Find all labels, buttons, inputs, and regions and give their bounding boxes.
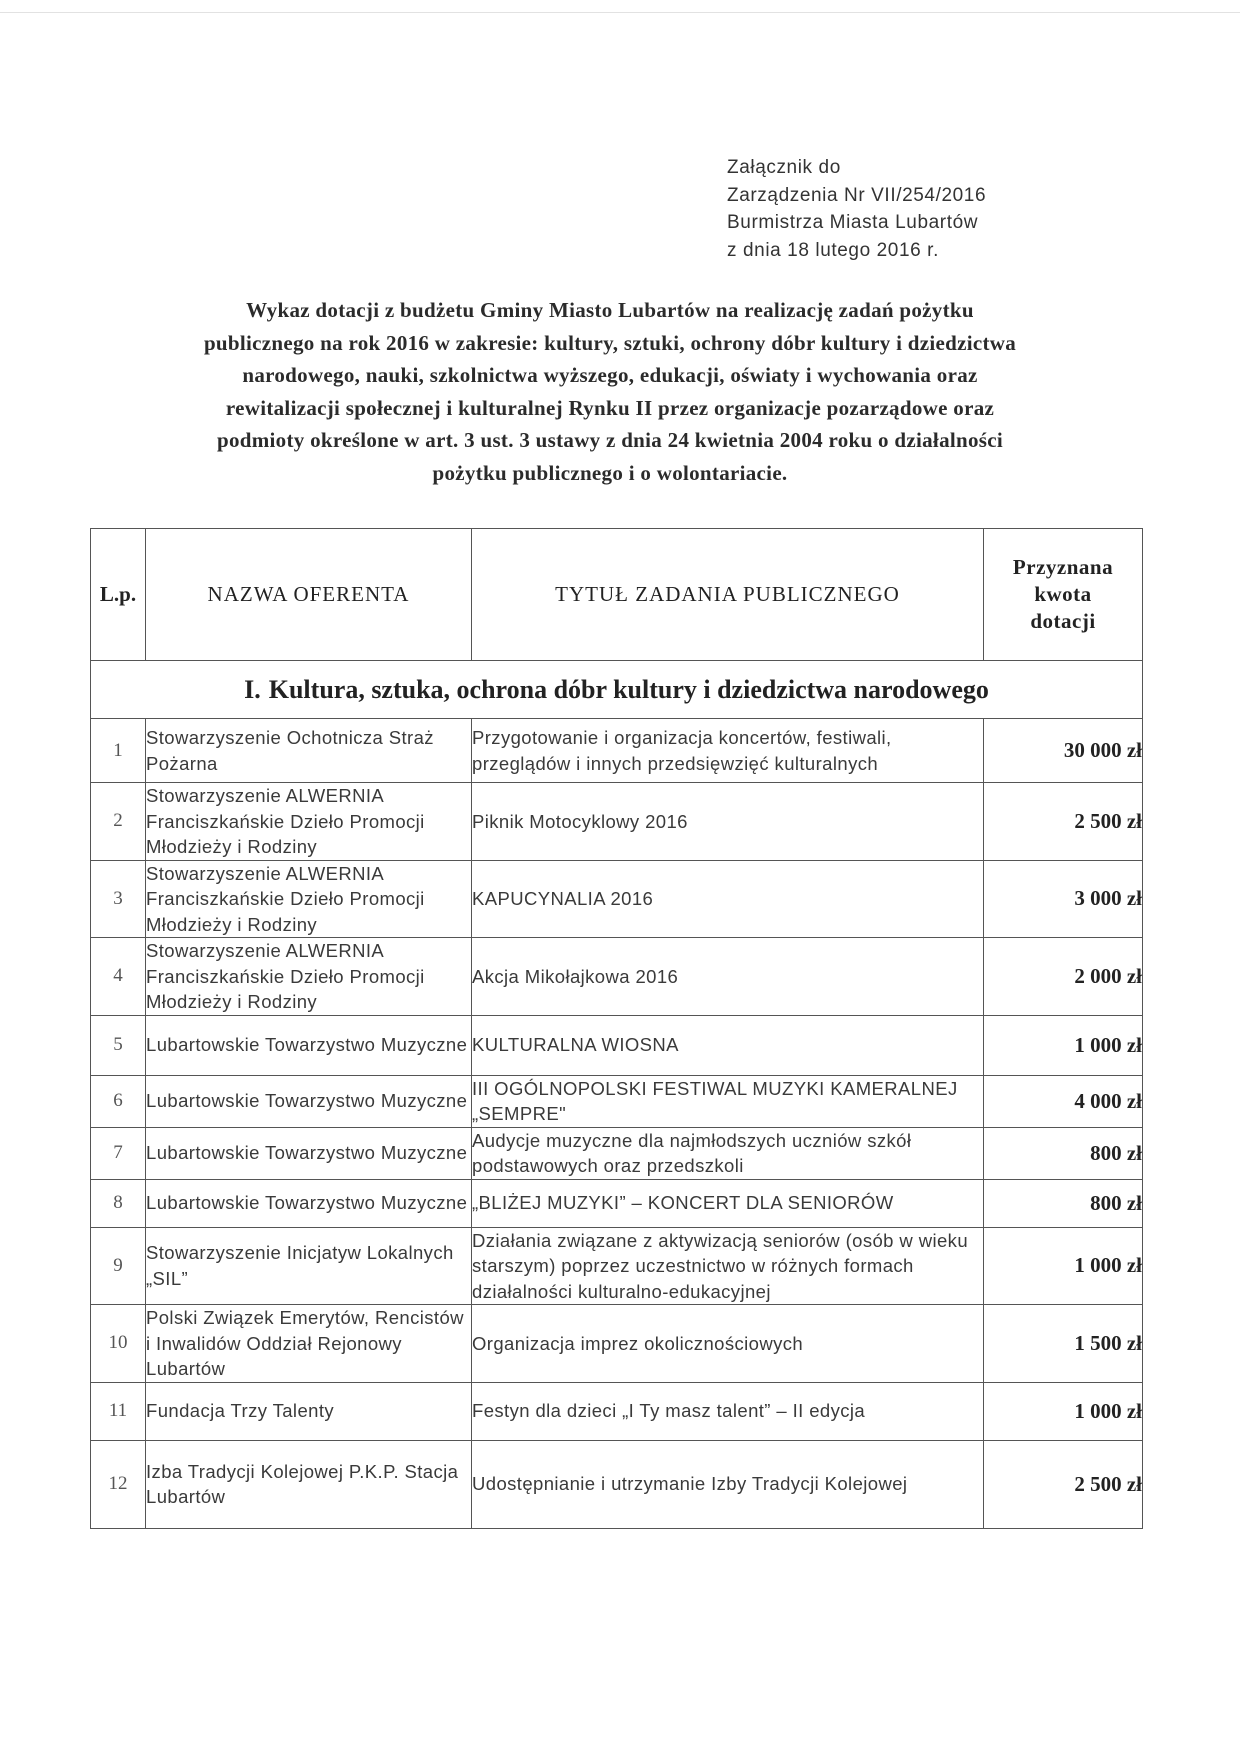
- row-grant-amount: 4 000 zł: [984, 1075, 1143, 1127]
- scan-top-edge-line: [0, 12, 1240, 13]
- row-task-title: KULTURALNA WIOSNA: [472, 1015, 984, 1075]
- title-line: Wykaz dotacji z budżetu Gminy Miasto Lubartów na realizację zadań pożytku: [246, 298, 974, 322]
- row-task-title: Festyn dla dzieci „I Ty masz talent” – II edycja: [472, 1382, 984, 1440]
- title-line: publicznego na rok 2016 w zakresie: kultury, sztuki, ochrony dóbr kultury i dziedzictwa: [203, 330, 1017, 355]
- row-lp: 7: [91, 1127, 146, 1179]
- row-lp: 11: [91, 1382, 146, 1440]
- row-lp: 3: [91, 860, 146, 938]
- row-applicant-name: Izba Tradycji Kolejowej P.K.P. Stacja Lubartów: [146, 1440, 472, 1528]
- row-lp: 2: [91, 783, 146, 861]
- row-grant-amount: 1 000 zł: [984, 1227, 1143, 1305]
- table-row: [91, 719, 1143, 783]
- row-applicant-name: Polski Związek Emerytów, Rencistów i Inwalidów Oddział Rejonowy Lubartów: [146, 1305, 472, 1383]
- row-applicant-name: Fundacja Trzy Talenty: [146, 1382, 472, 1440]
- row-grant-amount: 3 000 zł: [984, 860, 1143, 938]
- table-row: [91, 1227, 1143, 1305]
- table-row: [91, 1127, 1143, 1179]
- row-lp: 10: [91, 1305, 146, 1383]
- title-line: pożytku publicznego i o wolontariacie.: [432, 460, 788, 485]
- annex-note-line: Zarządzenia Nr VII/254/2016: [727, 184, 987, 206]
- row-task-title: KAPUCYNALIA 2016: [472, 860, 984, 938]
- row-grant-amount: 30 000 zł: [984, 719, 1143, 783]
- table-row: [91, 860, 1143, 938]
- section-number: I.: [244, 674, 261, 704]
- row-task-title: Piknik Motocyklowy 2016: [472, 783, 984, 861]
- table-row: [91, 1440, 1143, 1528]
- section-heading: [91, 661, 1143, 719]
- column-header-title: TYTUŁ ZADANIA PUBLICZNEGO: [472, 529, 984, 661]
- row-grant-amount: 2 500 zł: [984, 783, 1143, 861]
- annex-note-line: Załącznik do: [727, 157, 841, 178]
- row-task-title: Akcja Mikołajkowa 2016: [472, 938, 984, 1016]
- section-label: Kultura, sztuka, ochrona dóbr kultury i dziedzictwa narodowego: [268, 674, 989, 704]
- row-grant-amount: 2 000 zł: [984, 938, 1143, 1016]
- row-lp: 9: [91, 1227, 146, 1305]
- row-applicant-name: Stowarzyszenie ALWERNIA Franciszkańskie Dzieło Promocji Młodzieży i Rodziny: [146, 783, 472, 861]
- table-header-row: [91, 529, 1143, 661]
- row-lp: 4: [91, 938, 146, 1016]
- row-applicant-name: Lubartowskie Towarzystwo Muzyczne: [146, 1015, 472, 1075]
- grants-table: [90, 528, 1143, 1529]
- row-task-title: Audycje muzyczne dla najmłodszych uczniów szkół podstawowych oraz przedszkoli: [472, 1127, 984, 1179]
- table-row: [91, 1015, 1143, 1075]
- title-line: rewitalizacji społecznej i kulturalnej Rynku II przez organizacje pozarządowe oraz: [225, 395, 995, 420]
- column-header-amount: [984, 529, 1143, 661]
- annex-note-line: z dnia 18 lutego 2016 r.: [727, 239, 939, 261]
- row-task-title: Udostępnianie i utrzymanie Izby Tradycji Kolejowej: [472, 1440, 984, 1528]
- column-header-amount-line: dotacji: [1030, 609, 1096, 633]
- row-applicant-name: Lubartowskie Towarzystwo Muzyczne: [146, 1127, 472, 1179]
- row-applicant-name: Stowarzyszenie ALWERNIA Franciszkańskie Dzieło Promocji Młodzieży i Rodziny: [146, 938, 472, 1016]
- table-row: [91, 938, 1143, 1016]
- row-lp: 5: [91, 1015, 146, 1075]
- column-header-amount-line: kwota: [1034, 582, 1092, 606]
- row-grant-amount: 1 000 zł: [984, 1382, 1143, 1440]
- row-lp: 6: [91, 1075, 146, 1127]
- row-grant-amount: 800 zł: [984, 1179, 1143, 1227]
- title-line: narodowego, nauki, szkolnictwa wyższego, edukacji, oświaty i wychowania oraz: [242, 363, 978, 387]
- row-applicant-name: Lubartowskie Towarzystwo Muzyczne: [146, 1179, 472, 1227]
- row-lp: 12: [91, 1440, 146, 1528]
- title-line: podmioty określone w art. 3 ust. 3 ustawy z dnia 24 kwietnia 2004 roku o działalności: [216, 428, 1004, 452]
- document-title: [140, 294, 1080, 489]
- annex-note: [727, 154, 986, 264]
- row-applicant-name: Stowarzyszenie ALWERNIA Franciszkańskie Dzieło Promocji Młodzieży i Rodziny: [146, 860, 472, 938]
- row-applicant-name: Lubartowskie Towarzystwo Muzyczne: [146, 1075, 472, 1127]
- row-applicant-name: Stowarzyszenie Ochotnicza Straż Pożarna: [146, 719, 472, 783]
- row-applicant-name: Stowarzyszenie Inicjatyw Lokalnych „SIL”: [146, 1227, 472, 1305]
- table-row: [91, 1305, 1143, 1383]
- annex-note-line: Burmistrza Miasta Lubartów: [727, 212, 979, 233]
- table-row: [91, 783, 1143, 861]
- row-task-title: III OGÓLNOPOLSKI FESTIWAL MUZYKI KAMERALNEJ „SEMPRE": [472, 1075, 984, 1127]
- row-task-title: „BLIŻEJ MUZYKI” – KONCERT DLA SENIORÓW: [472, 1179, 984, 1227]
- section-row: [91, 661, 1143, 719]
- row-lp: 8: [91, 1179, 146, 1227]
- column-header-lp: L.p.: [91, 529, 146, 661]
- column-header-amount-line: Przyznana: [1012, 555, 1114, 579]
- table-row: [91, 1382, 1143, 1440]
- row-grant-amount: 1 000 zł: [984, 1015, 1143, 1075]
- column-header-name: NAZWA OFERENTA: [146, 529, 472, 661]
- table-row: [91, 1179, 1143, 1227]
- table-row: [91, 1075, 1143, 1127]
- row-grant-amount: 800 zł: [984, 1127, 1143, 1179]
- row-task-title: Organizacja imprez okolicznościowych: [472, 1305, 984, 1383]
- row-task-title: Działania związane z aktywizacją seniorów (osób w wieku starszym) poprzez uczestnictwo w różnych formach działalności kulturalno-edukacyjnej: [472, 1227, 984, 1305]
- row-task-title: Przygotowanie i organizacja koncertów, festiwali, przeglądów i innych przedsięwzięć kulturalnych: [472, 719, 984, 783]
- row-lp: 1: [91, 719, 146, 783]
- row-grant-amount: 2 500 zł: [984, 1440, 1143, 1528]
- row-grant-amount: 1 500 zł: [984, 1305, 1143, 1383]
